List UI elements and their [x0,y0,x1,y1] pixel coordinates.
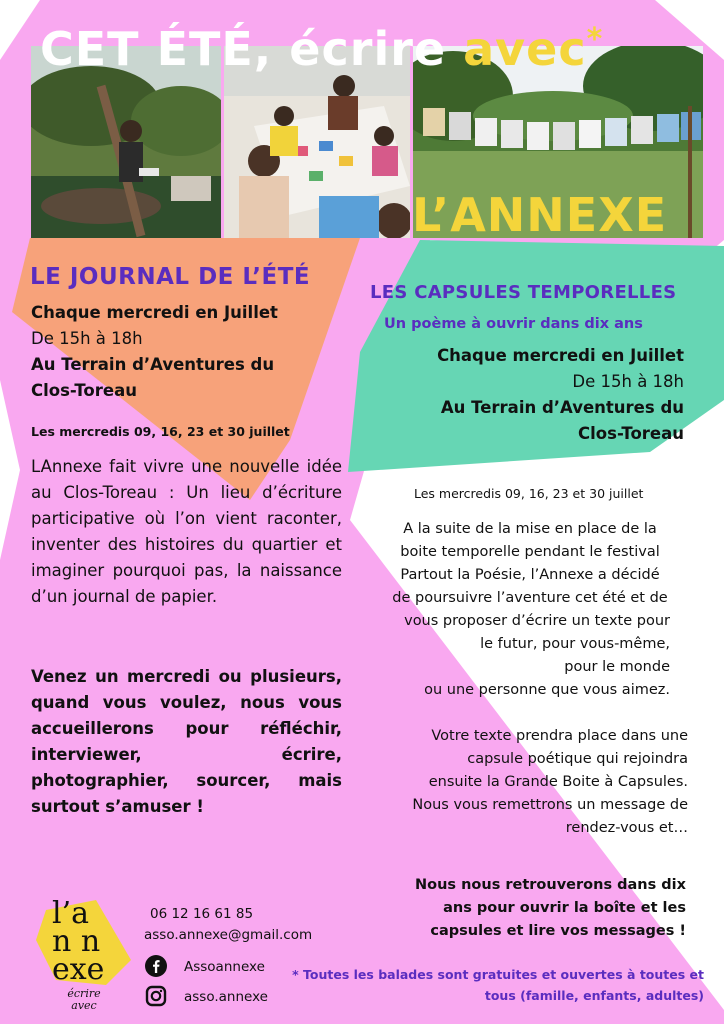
facebook-icon[interactable] [145,955,167,977]
hero-title-white: CET ÉTÉ, écrire [40,22,464,76]
right-p1-line: A la suite de la mise en place de la [403,521,657,537]
facebook-handle[interactable]: Assoannexe [184,959,265,975]
logo-line-1: l’a [52,896,90,931]
logo-text [52,896,105,987]
right-p2-line: Nous vous remettrons un message de [412,797,688,813]
right-p1-line: boite temporelle pendant le festival [400,544,660,560]
right-p1-line: vous proposer d’écrire un texte pour [404,613,670,629]
logo-sub-2: avec [71,999,97,1012]
hero-title-yellow: avec [463,22,587,76]
right-place-1: Au Terrain d’Aventures du [440,398,684,417]
right-p2-line: Votre texte prendra place dans une [431,728,688,744]
right-heading: LES CAPSULES TEMPORELLES [370,282,677,303]
hero-title [40,22,603,76]
right-paragraph-3 [380,874,686,943]
right-p1-line: ou une personne que vous aimez. [424,682,670,698]
instagram-icon[interactable] [145,985,167,1007]
phone-number[interactable]: 06 12 16 61 85 [150,906,254,922]
logo-line-3: exe [52,952,105,987]
right-paragraph-1 [372,518,688,840]
left-paragraph-1: LAnnexe fait vivre une nouvelle idée au Clos-Toreau : Un lieu d’écriture participative où l’on vient raconter, inventer des histoires du quartier et imaginer pourquoi pas, la naissance d’un journal de papier. [31,457,342,606]
right-p3-line: ans pour ouvrir la boîte et les [443,900,686,916]
right-place-2: Clos-Toreau [578,424,684,443]
logo-sub [54,988,114,1012]
right-p1-line: Partout la Poésie, l’Annexe a décidé [400,567,660,583]
footer-note: * Toutes les balades sont gratuites et ouvertes à toutes et tous (famille, enfants, adultes) [292,967,704,1003]
right-p3-line: capsules et lire vos messages ! [430,923,686,939]
left-dates: Les mercredis 09, 16, 23 et 30 juillet [31,424,290,439]
right-p1-line: pour le monde [564,659,670,675]
left-place-2: Clos-Toreau [31,381,137,400]
right-when: Chaque mercredi en Juillet [437,346,684,365]
instagram-handle[interactable]: asso.annexe [184,989,268,1005]
email-address[interactable]: asso.annexe@gmail.com [144,927,313,943]
right-p1-line: de poursuivre l’aventure cet été et de [392,590,668,606]
left-paragraph-2: Venez un mercredi ou plusieurs, quand vous voulez, nous vous accueillerons pour réfléchir, interviewer, écrire, photographier, sourcer, mais surtout s’amuser ! [31,667,342,816]
logo-sub-1: écrire [67,987,101,1000]
right-p1-line: le futur, pour vous-même, [480,636,670,652]
left-heading: LE JOURNAL DE L’ÉTÉ [30,264,311,290]
left-when: Chaque mercredi en Juillet [31,303,278,322]
right-hours: De 15h à 18h [572,372,684,391]
right-subheading: Un poème à ouvrir dans dix ans [384,316,643,332]
right-dates: Les mercredis 09, 16, 23 et 30 juillet [414,486,644,501]
right-p2-line: rendez-vous et… [565,820,688,836]
annexe-title: L’ANNEXE [412,188,668,242]
left-hours: De 15h à 18h [31,329,143,348]
right-p3-line: Nous nous retrouverons dans dix [414,877,686,893]
hero-title-star: * [586,22,604,57]
logo-line-2: n n [52,924,101,959]
left-info [31,300,351,404]
right-info [354,343,684,447]
right-p2-line: ensuite la Grande Boite à Capsules. [428,774,688,790]
right-p2-line: capsule poétique qui rejoindra [467,751,688,767]
left-place-1: Au Terrain d’Aventures du [31,355,275,374]
